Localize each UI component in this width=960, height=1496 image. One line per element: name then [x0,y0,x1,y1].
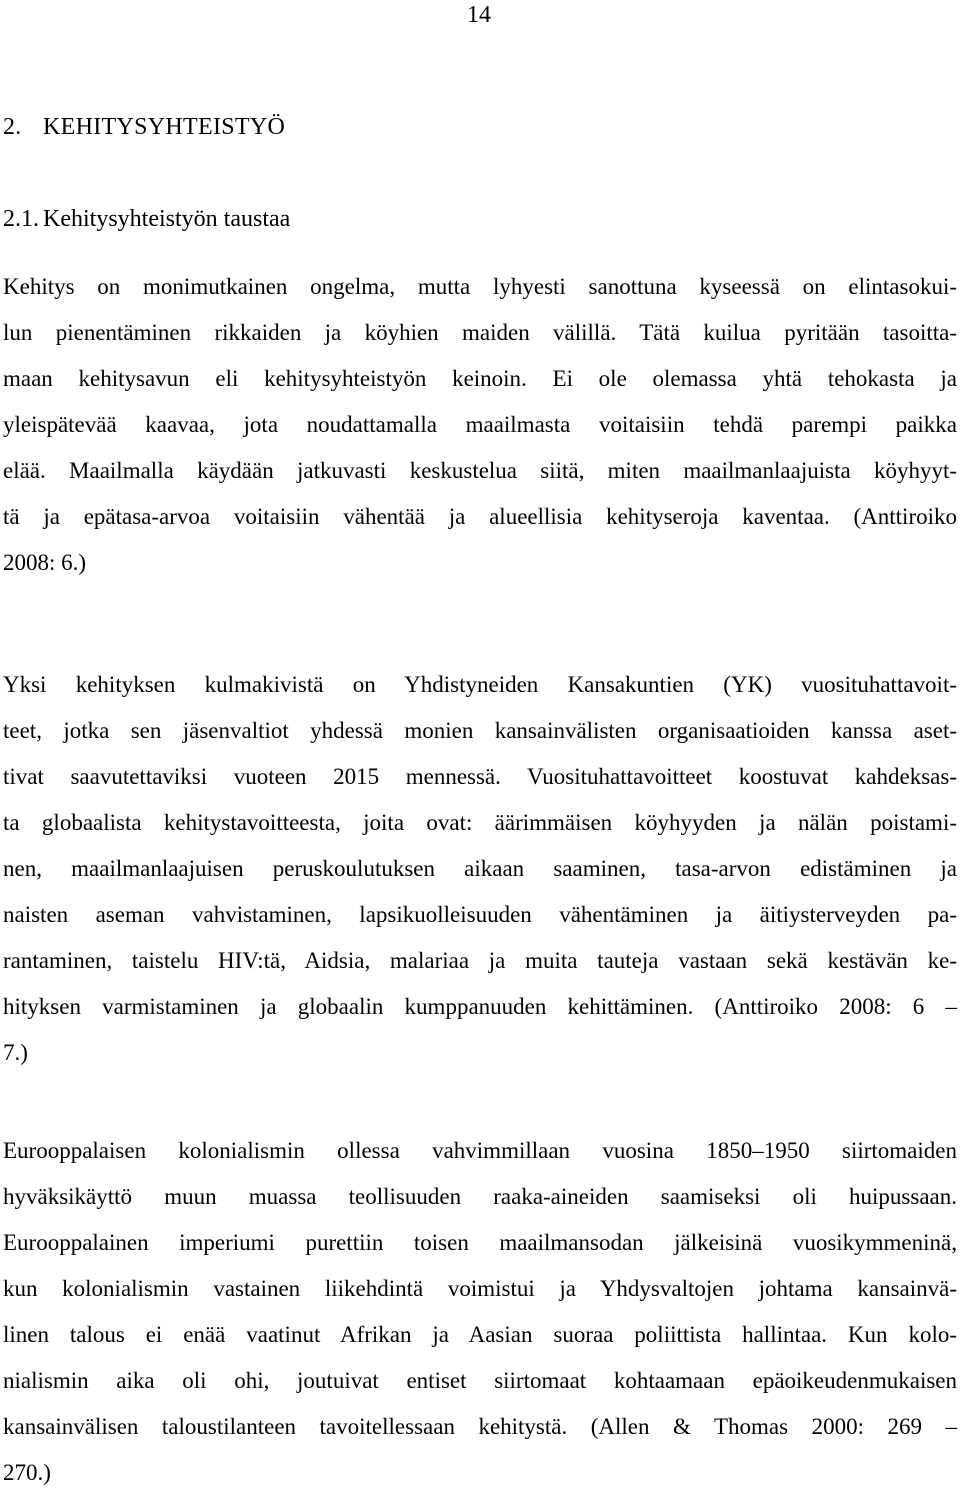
chapter-heading [3,112,285,142]
section-heading [3,204,290,234]
text-line: hityksen varmistaminen ja globaalin kumppanuuden kehittäminen. (Anttiroiko 2008: 6 – [3,994,957,1019]
text-line: kansainvälisen taloustilanteen tavoitellessaan kehitystä. (Allen & Thomas 2000: 269 – [3,1414,957,1439]
chapter-number: 2. [3,114,22,140]
text-line: Eurooppalainen imperiumi purettiin toisen maailmansodan jälkeisinä vuosikymmeninä, [3,1230,957,1255]
text-line: maan kehitysavun eli kehitysyhteistyön keinoin. Ei ole olemassa yhtä tehokasta ja [3,366,957,391]
text-line: kun kolonialismin vastainen liikehdintä voimistui ja Yhdysvaltojen johtama kansainvä- [3,1276,957,1301]
text-line: nen, maailmanlaajuisen peruskoulutuksen aikaan saaminen, tasa-arvon edistäminen ja [3,856,957,881]
text-line: Yksi kehityksen kulmakivistä on Yhdistyneiden Kansakuntien (YK) vuosituhattavoit- [3,672,957,697]
chapter-title: KEHITYSYHTEISTYÖ [43,114,286,140]
paragraph-colonialism [3,1128,957,1496]
text-line: teet, jotka sen jäsenvaltiot yhdessä monien kansainvälisten organisaatioiden kanssa aset- [3,718,957,743]
section-title: Kehitysyhteistyön taustaa [43,206,291,232]
paragraph-development-background [3,264,957,586]
text-line: ta globaalista kehitystavoitteesta, joita ovat: äärimmäisen köyhyyden ja nälän poistami- [3,810,957,835]
page-number: 14 [467,2,491,28]
text-line: yleispätevää kaavaa, jota noudattamalla maailmasta voitaisiin tehdä parempi paikka [3,412,957,437]
text-line: 7.) [3,1040,28,1065]
text-line: tivat saavutettaviksi vuoteen 2015 mennessä. Vuosituhattavoitteet koostuvat kahdeksas- [3,764,957,789]
section-number: 2.1. [3,206,39,232]
text-line: 270.) [3,1460,51,1485]
text-line: Kehitys on monimutkainen ongelma, mutta lyhyesti sanottuna kyseessä on elintasokui- [3,274,957,299]
text-line: linen talous ei enää vaatinut Afrikan ja Aasian suoraa poliittista hallintaa. Kun kolo- [3,1322,957,1347]
text-line: naisten aseman vahvistaminen, lapsikuolleisuuden vähentäminen ja äitiysterveyden pa- [3,902,957,927]
text-line: tä ja epätasa-arvoa voitaisiin vähentää ja alueellisia kehityseroja kaventaa. (Anttiroiko [3,504,957,529]
paragraph-millennium-goals [3,662,957,1076]
text-line: lun pienentäminen rikkaiden ja köyhien maiden välillä. Tätä kuilua pyritään tasoitta- [3,320,957,345]
text-line: hyväksikäyttö muun muassa teollisuuden raaka-aineiden saamiseksi oli huipussaan. [3,1184,957,1209]
text-line: Eurooppalaisen kolonialismin ollessa vahvimmillaan vuosina 1850–1950 siirtomaiden [3,1138,957,1163]
text-line: elää. Maailmalla käydään jatkuvasti keskustelua siitä, miten maailmanlaajuista köyhyyt- [3,458,957,483]
text-line: rantaminen, taistelu HIV:tä, Aidsia, malariaa ja muita tauteja vastaan sekä kestävän ke- [3,948,957,973]
text-line: nialismin aika oli ohi, joutuivat entiset siirtomaat kohtaamaan epäoikeudenmukaisen [3,1368,957,1393]
text-line: 2008: 6.) [3,550,87,575]
